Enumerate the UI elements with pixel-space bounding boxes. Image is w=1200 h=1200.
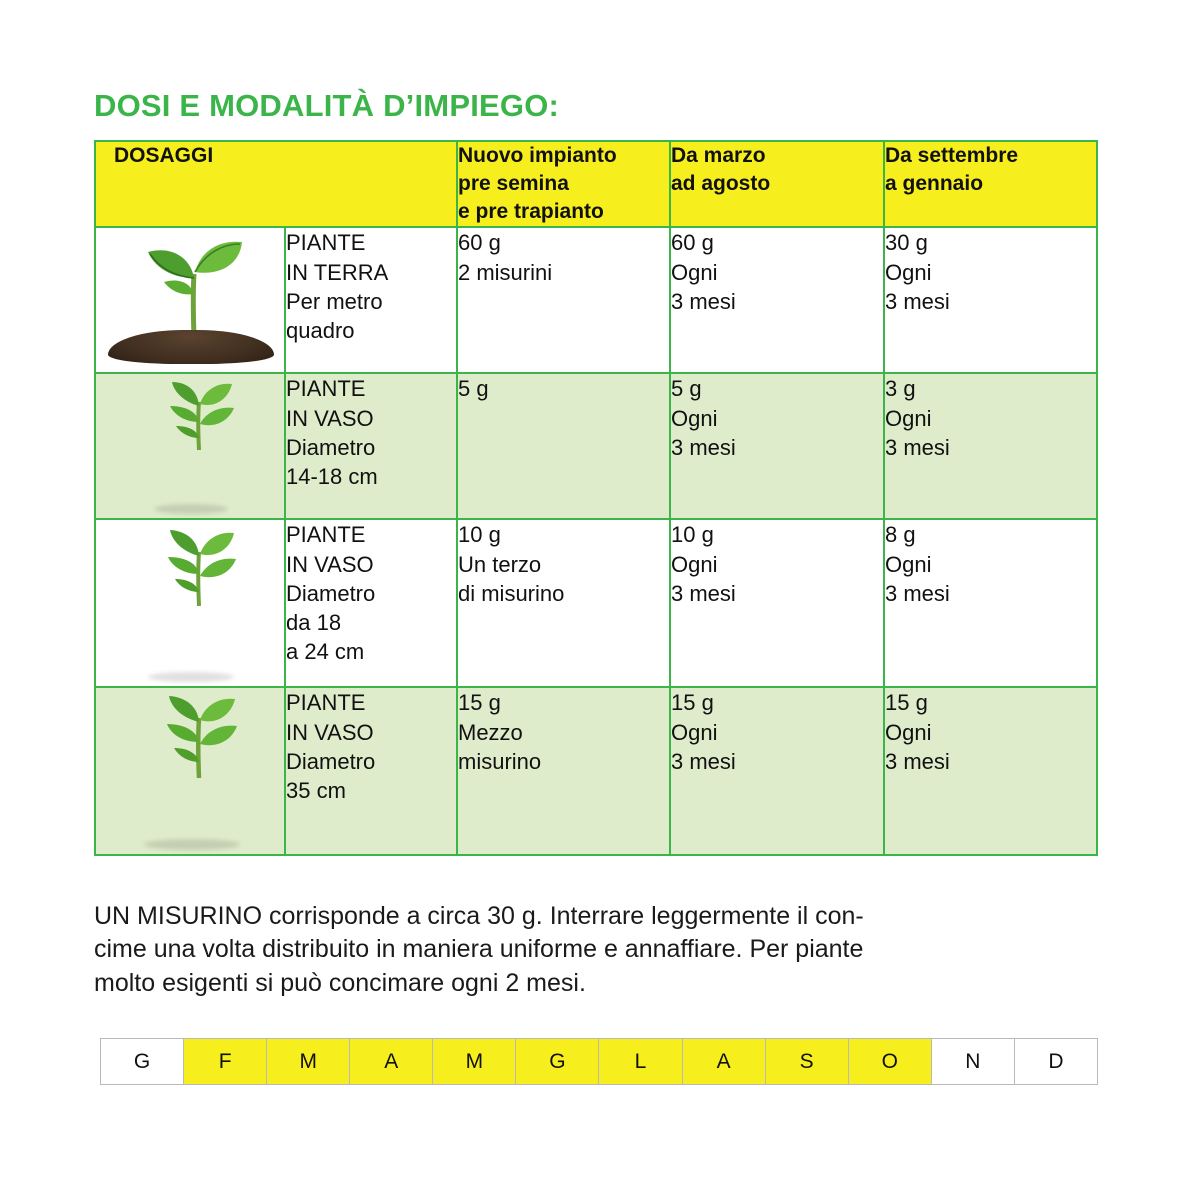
table-row bbox=[95, 373, 1097, 519]
month-cell-m1: M bbox=[266, 1038, 349, 1085]
table-header-row bbox=[95, 141, 1097, 227]
table-row bbox=[95, 687, 1097, 855]
cell-new-planting: 15 g Mezzo misurino bbox=[457, 687, 670, 855]
row-icon-cell bbox=[95, 373, 285, 519]
potted-plant-large-icon bbox=[96, 688, 286, 854]
column-header-september-january: Da settembre a gennaio bbox=[884, 141, 1097, 227]
row-icon-cell bbox=[95, 519, 285, 687]
potted-plant-small-icon bbox=[96, 374, 286, 518]
month-cell-o: O bbox=[848, 1038, 931, 1085]
cell-september-january: 15 g Ogni 3 mesi bbox=[884, 687, 1097, 855]
cell-september-january: 3 g Ogni 3 mesi bbox=[884, 373, 1097, 519]
month-cell-g2: G bbox=[515, 1038, 598, 1085]
cell-march-august: 60 g Ogni 3 mesi bbox=[670, 227, 884, 373]
month-cell-f: F bbox=[183, 1038, 266, 1085]
pot-shadow bbox=[148, 672, 234, 682]
column-header-march-august: Da marzo ad agosto bbox=[670, 141, 884, 227]
potted-plant-medium-icon bbox=[96, 520, 286, 686]
cell-new-planting: 60 g 2 misurini bbox=[457, 227, 670, 373]
page-title: DOSI E MODALITÀ D’IMPIEGO: bbox=[94, 88, 560, 123]
month-cell-d: D bbox=[1014, 1038, 1098, 1085]
row-icon-cell bbox=[95, 687, 285, 855]
table-row bbox=[95, 519, 1097, 687]
month-cell-s: S bbox=[765, 1038, 848, 1085]
month-cell-a2: A bbox=[682, 1038, 765, 1085]
plant-foliage-icon bbox=[142, 528, 256, 606]
cell-new-planting: 10 g Un terzo di misurino bbox=[457, 519, 670, 687]
row-label-cell: PIANTE IN VASO Diametro 14-18 cm bbox=[285, 373, 457, 519]
pot-shadow bbox=[154, 504, 228, 514]
cell-new-planting: 5 g bbox=[457, 373, 670, 519]
month-cell-g1: G bbox=[100, 1038, 183, 1085]
cell-march-august: 15 g Ogni 3 mesi bbox=[670, 687, 884, 855]
month-cell-n: N bbox=[931, 1038, 1014, 1085]
plant-foliage-icon bbox=[144, 380, 254, 450]
cell-september-january: 30 g Ogni 3 mesi bbox=[884, 227, 1097, 373]
month-cell-m2: M bbox=[432, 1038, 515, 1085]
row-label-cell: PIANTE IN VASO Diametro da 18 a 24 cm bbox=[285, 519, 457, 687]
soil-mound bbox=[108, 330, 274, 364]
column-header-dosaggi: DOSAGGI bbox=[95, 141, 457, 227]
column-header-new-planting: Nuovo impianto pre semina e pre trapianto bbox=[457, 141, 670, 227]
dosage-table bbox=[94, 140, 1098, 856]
cell-march-august: 10 g Ogni 3 mesi bbox=[670, 519, 884, 687]
pot-shadow bbox=[144, 839, 240, 850]
table-row bbox=[95, 227, 1097, 373]
cell-march-august: 5 g Ogni 3 mesi bbox=[670, 373, 884, 519]
sprout-leaves-icon bbox=[136, 238, 256, 338]
month-cell-l: L bbox=[598, 1038, 681, 1085]
seedling-in-soil-icon bbox=[96, 228, 286, 372]
row-label-cell: PIANTE IN TERRA Per metro quadro bbox=[285, 227, 457, 373]
row-label-cell: PIANTE IN VASO Diametro 35 cm bbox=[285, 687, 457, 855]
month-cell-a1: A bbox=[349, 1038, 432, 1085]
month-calendar-strip bbox=[100, 1038, 1098, 1085]
plant-foliage-icon bbox=[140, 694, 258, 778]
row-icon-cell bbox=[95, 227, 285, 373]
usage-note: UN MISURINO corrisponde a circa 30 g. Interrare leggermente il con- cime una volta distribuito in maniera uniforme e annaffiare. Per piante molto esigenti si può concimare ogni 2 mesi. bbox=[94, 902, 864, 997]
cell-september-january: 8 g Ogni 3 mesi bbox=[884, 519, 1097, 687]
